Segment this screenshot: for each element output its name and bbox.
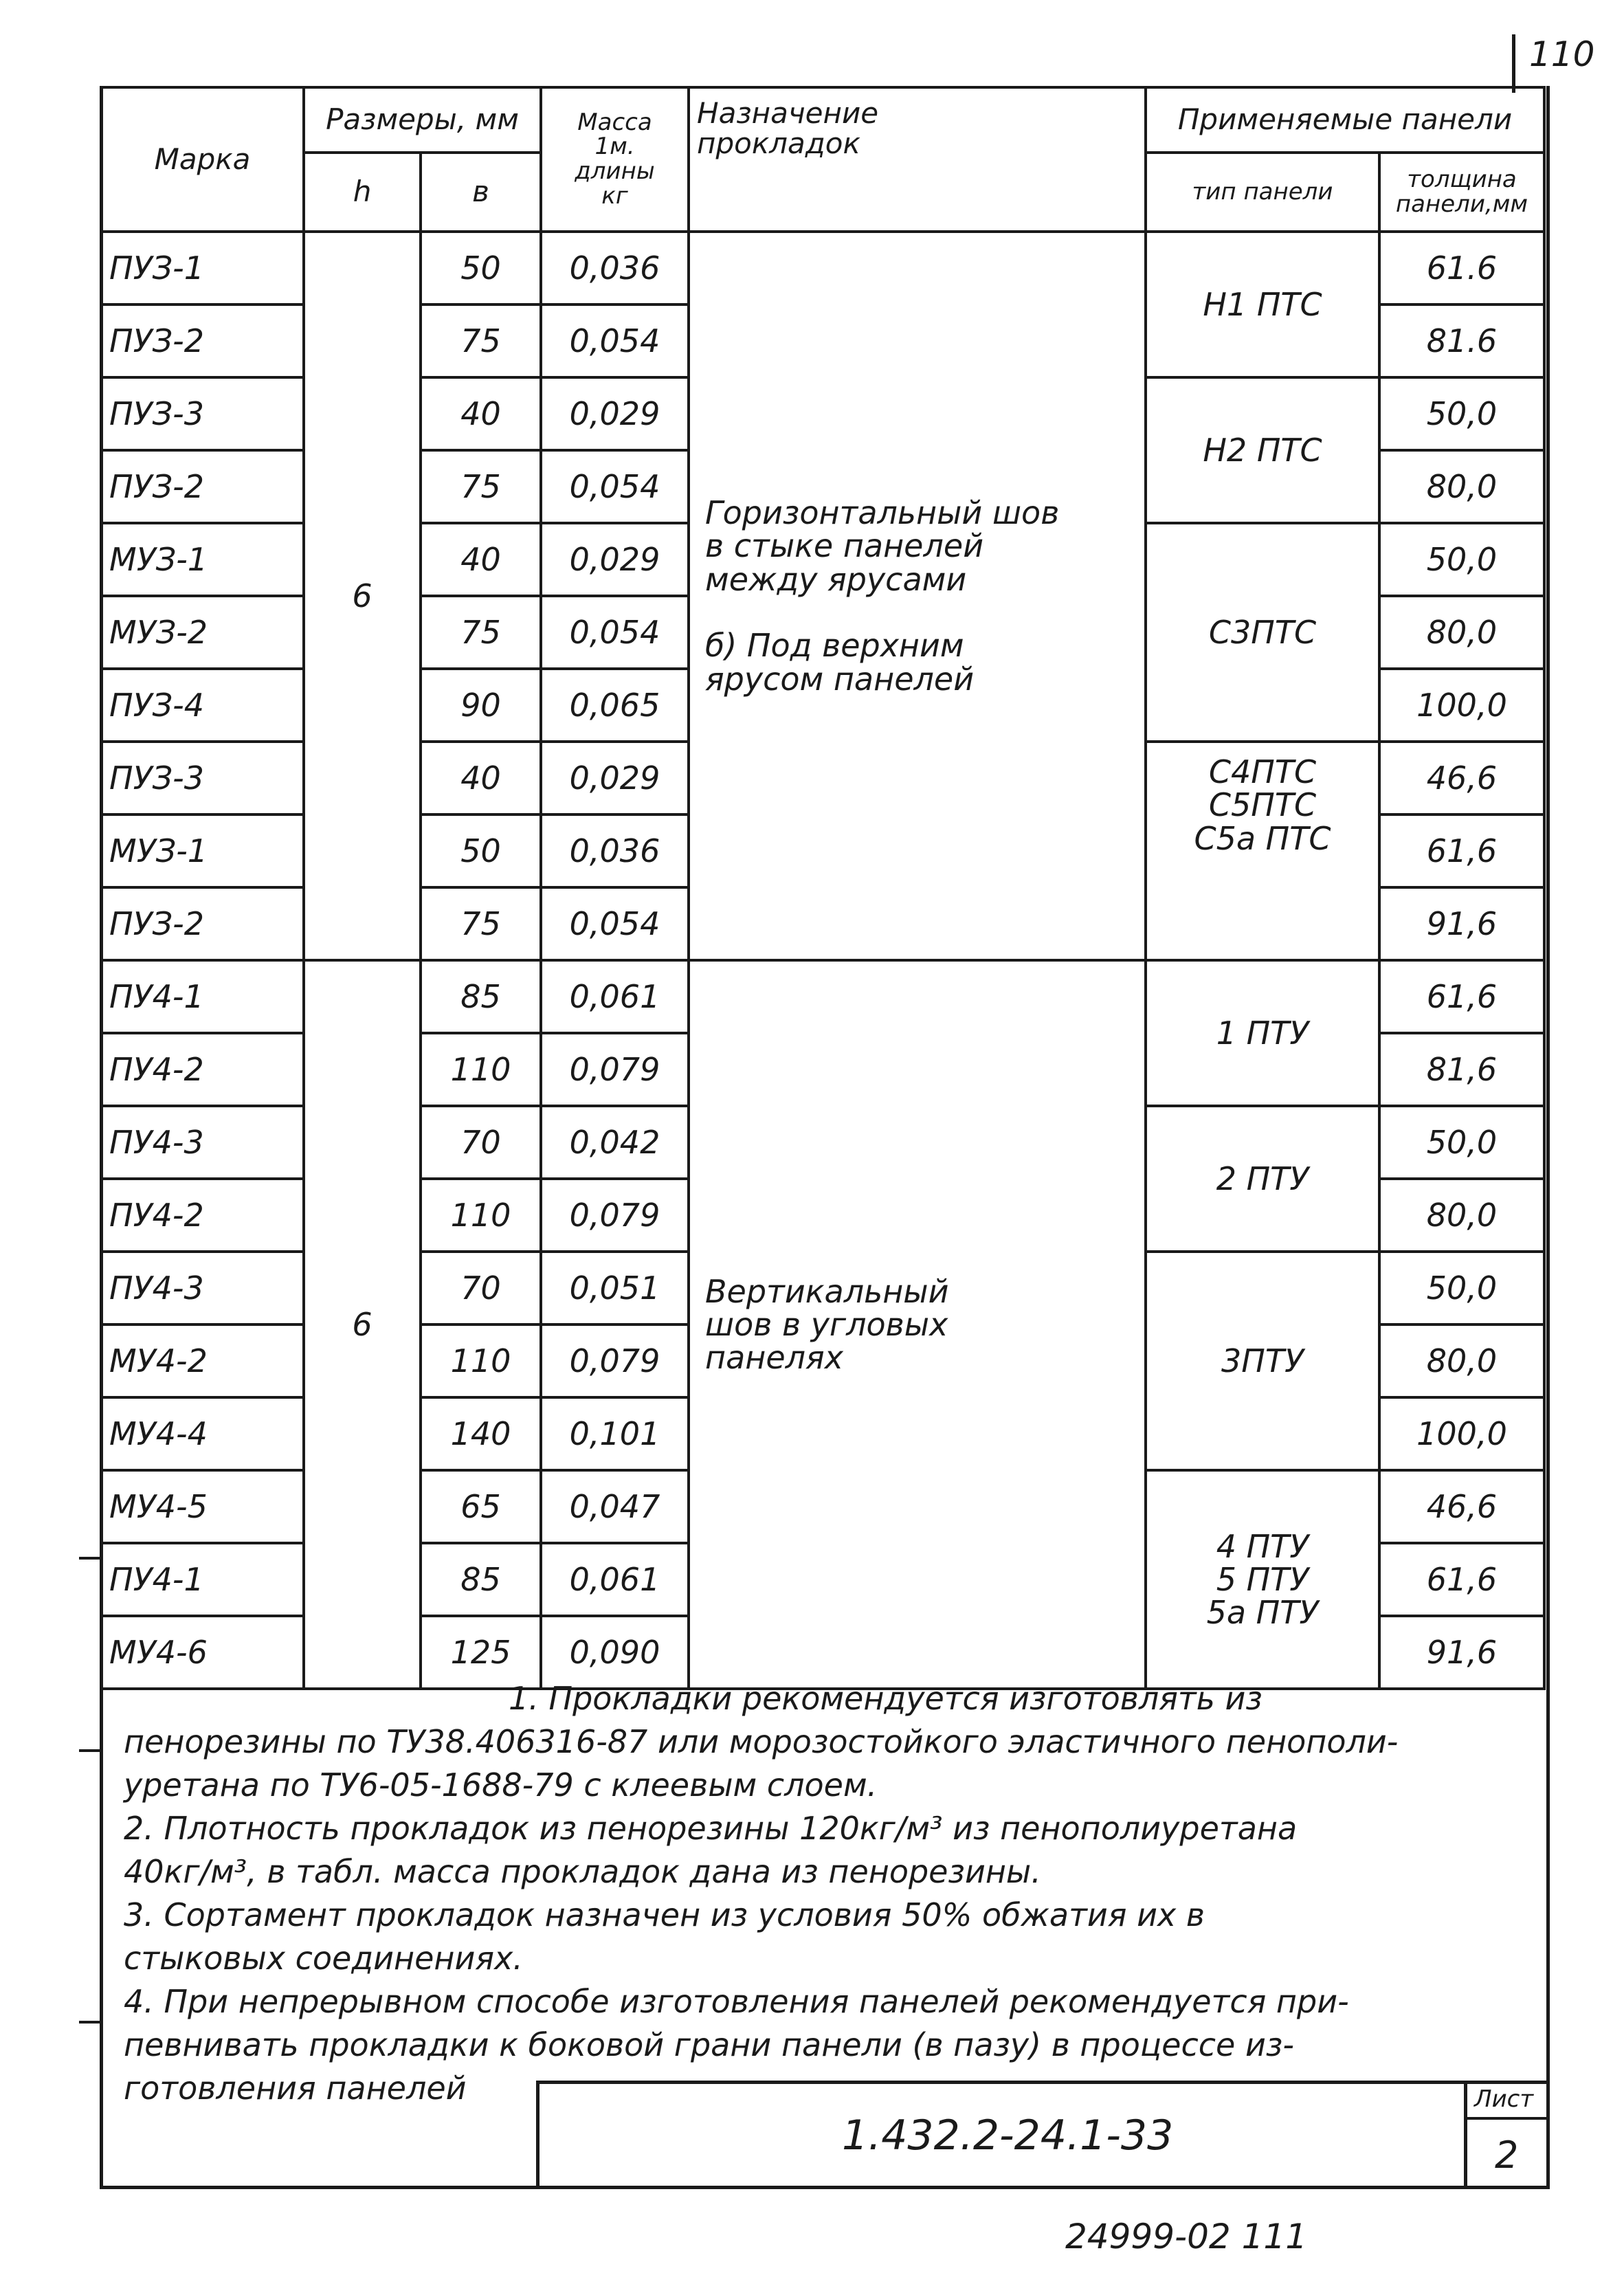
row-mass: 0,047: [541, 1470, 689, 1543]
notes: [124, 1677, 1519, 2110]
row-mark: МУЗ-1: [101, 523, 304, 596]
row-width: 40: [421, 523, 541, 596]
row-mass: 0,054: [541, 887, 689, 960]
sheet-number: 2: [1495, 2133, 1519, 2177]
row-mark: ПУ4-1: [101, 1543, 304, 1616]
title-block: [536, 2081, 1550, 2189]
header-purpose: Назначение прокладок: [689, 87, 1146, 232]
row-width: 110: [421, 1179, 541, 1252]
row-width: 75: [421, 596, 541, 669]
panel-thickness: 91,6: [1379, 1616, 1544, 1689]
row-width: 50: [421, 232, 541, 304]
header-panels: Применяемые панели: [1146, 87, 1544, 153]
row-mark: МУЗ-2: [101, 596, 304, 669]
panel-thickness: 61,6: [1379, 814, 1544, 887]
note-4-line: певнивать прокладки к боковой грани панели (в пазу) в процессе из-: [124, 2026, 1294, 2063]
document-code: 1.432.2-24.1-33: [842, 2111, 1174, 2160]
section1-purpose: Горизонтальный шов в стыке панелей между ярусами б) Под верхним ярусом панелей: [689, 232, 1146, 960]
row-mark: ПУ4-2: [101, 1033, 304, 1106]
header-b: в: [421, 153, 541, 232]
row-mark: МУ4-6: [101, 1616, 304, 1689]
panel-thickness: 46,6: [1379, 1470, 1544, 1543]
panel-thickness: 50,0: [1379, 1252, 1544, 1324]
panel-thickness: 81,6: [1379, 1033, 1544, 1106]
row-mark: ПУЗ-2: [101, 450, 304, 523]
note-1-line: уретана по ТУ6-05-1688-79 с клеевым слоем.: [124, 1766, 878, 1804]
row-width: 75: [421, 450, 541, 523]
row-mark: МУ4-5: [101, 1470, 304, 1543]
panel-type: 2 ПТУ: [1146, 1106, 1379, 1252]
note-1-line: пенорезины по ТУ38.406316-87 или морозостойкого эластичного пенополи-: [124, 1723, 1399, 1760]
row-mass: 0,029: [541, 523, 689, 596]
note-3-line: 3. Сортамент прокладок назначен из условия 50% обжатия их в: [124, 1896, 1205, 1933]
row-mark: ПУЗ-1: [101, 232, 304, 304]
header-mark: Марка: [101, 87, 304, 232]
row-width: 90: [421, 669, 541, 742]
row-width: 85: [421, 1543, 541, 1616]
section2-purpose: Вертикальный шов в угловых панелях: [689, 960, 1146, 1689]
row-mass: 0,054: [541, 596, 689, 669]
archive-code: 24999-02 111: [1065, 2217, 1308, 2257]
row-mass: 0,029: [541, 377, 689, 450]
panel-thickness: 50,0: [1379, 1106, 1544, 1179]
panel-thickness: 81.6: [1379, 304, 1544, 377]
row-mass: 0,065: [541, 669, 689, 742]
panel-thickness: 46,6: [1379, 742, 1544, 814]
panel-type: 4 ПТУ 5 ПТУ 5а ПТУ: [1146, 1470, 1379, 1689]
header-sizes: Размеры, мм: [304, 87, 541, 153]
row-mass: 0,061: [541, 1543, 689, 1616]
panel-thickness: 61,6: [1379, 1543, 1544, 1616]
row-mark: ПУЗ-3: [101, 742, 304, 814]
panel-thickness: 80,0: [1379, 1324, 1544, 1397]
row-width: 70: [421, 1106, 541, 1179]
panel-thickness: 91,6: [1379, 887, 1544, 960]
panel-type: Н1 ПТС: [1146, 232, 1379, 377]
row-mass: 0,101: [541, 1397, 689, 1470]
panel-thickness: 100,0: [1379, 669, 1544, 742]
row-mark: ПУЗ-3: [101, 377, 304, 450]
panel-thickness: 61.6: [1379, 232, 1544, 304]
row-mark: МУ4-2: [101, 1324, 304, 1397]
panel-thickness: 80,0: [1379, 1179, 1544, 1252]
row-mass: 0,079: [541, 1324, 689, 1397]
note-2-line: 2. Плотность прокладок из пенорезины 120кг/м³ из пенополиуретана: [124, 1810, 1298, 1847]
header-panel-type: тип панели: [1146, 153, 1379, 232]
panel-thickness: 100,0: [1379, 1397, 1544, 1470]
margin-tick: [79, 1749, 103, 1752]
note-3-line: стыковых соединениях.: [124, 1940, 523, 1977]
note-4-line: 4. При непрерывном способе изготовления панелей рекомендуется при-: [124, 1983, 1349, 2020]
panel-type: 1 ПТУ: [1146, 960, 1379, 1106]
row-mass: 0,054: [541, 450, 689, 523]
panel-thickness: 61,6: [1379, 960, 1544, 1033]
panel-type: С4ПТС С5ПТС С5а ПТС: [1146, 742, 1379, 960]
row-width: 70: [421, 1252, 541, 1324]
row-mark: ПУ4-2: [101, 1179, 304, 1252]
note-4-line: готовления панелей: [124, 2070, 467, 2107]
row-width: 75: [421, 304, 541, 377]
gasket-table: [100, 86, 1546, 1690]
row-width: 140: [421, 1397, 541, 1470]
panel-thickness: 80,0: [1379, 450, 1544, 523]
row-mass: 0,036: [541, 814, 689, 887]
row-width: 110: [421, 1324, 541, 1397]
row-mark: ПУ4-1: [101, 960, 304, 1033]
sheet-label: Лист: [1474, 2085, 1534, 2113]
row-mass: 0,079: [541, 1179, 689, 1252]
note-1-line: 1. Прокладки рекомендуется изготовлять из: [509, 1680, 1263, 1717]
row-mark: ПУЗ-4: [101, 669, 304, 742]
section1-h: 6: [304, 232, 421, 960]
row-mass: 0,036: [541, 232, 689, 304]
header-panel-thickness: толщина панели,мм: [1379, 153, 1544, 232]
page-number-bar: [1512, 34, 1515, 93]
row-mass: 0,051: [541, 1252, 689, 1324]
row-mass: 0,079: [541, 1033, 689, 1106]
sheet-box: [1464, 2084, 1550, 2189]
row-mass: 0,061: [541, 960, 689, 1033]
row-mass: 0,090: [541, 1616, 689, 1689]
row-width: 75: [421, 887, 541, 960]
row-width: 50: [421, 814, 541, 887]
panel-type: С3ПТС: [1146, 523, 1379, 742]
row-width: 125: [421, 1616, 541, 1689]
panel-thickness: 80,0: [1379, 596, 1544, 669]
row-width: 110: [421, 1033, 541, 1106]
panel-thickness: 50,0: [1379, 523, 1544, 596]
sheet-divider: [1467, 2117, 1550, 2120]
note-2-line: 40кг/м³, в табл. масса прокладок дана из пенорезины.: [124, 1853, 1041, 1890]
row-mark: ПУЗ-2: [101, 887, 304, 960]
panel-type: Н2 ПТС: [1146, 377, 1379, 523]
row-mass: 0,054: [541, 304, 689, 377]
row-mass: 0,042: [541, 1106, 689, 1179]
header-h: h: [304, 153, 421, 232]
panel-thickness: 50,0: [1379, 377, 1544, 450]
row-width: 40: [421, 377, 541, 450]
row-mark: МУЗ-1: [101, 814, 304, 887]
row-mark: ПУ4-3: [101, 1252, 304, 1324]
margin-tick: [79, 2021, 103, 2023]
header-mass: Масса 1м. длины кг: [541, 87, 689, 232]
row-mark: ПУ4-3: [101, 1106, 304, 1179]
row-width: 85: [421, 960, 541, 1033]
page-number: 110: [1529, 34, 1595, 74]
panel-type: 3ПТУ: [1146, 1252, 1379, 1470]
row-mark: МУ4-4: [101, 1397, 304, 1470]
row-mass: 0,029: [541, 742, 689, 814]
row-width: 40: [421, 742, 541, 814]
row-mark: ПУЗ-2: [101, 304, 304, 377]
row-width: 65: [421, 1470, 541, 1543]
section2-h: 6: [304, 960, 421, 1689]
